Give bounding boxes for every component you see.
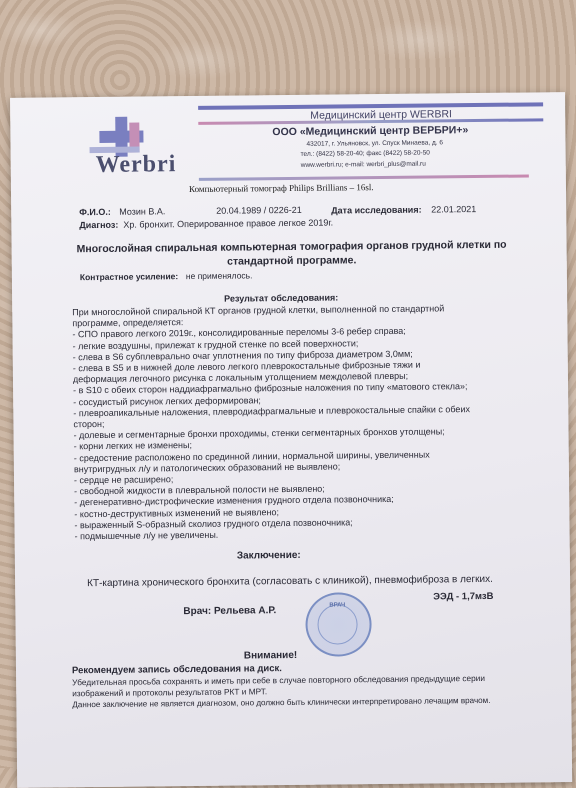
date-of-birth: 20.04.1989 / 0226-21 [216,204,302,216]
web-email: www.werbri.ru; e-mail: werbri_plus@mail.ru [300,160,426,169]
study-date-label: Дата исследования: [331,204,422,216]
finding-line: - легкие воздушны, прилежат к грудной стенке по всей поверхности; [72,337,359,351]
findings-list [72,302,544,542]
footer-line-2: изображений и протоколы результатов РКТ и МРТ. [72,686,268,699]
conclusion-text: КТ-картина хронического бронхита (согласовать с клиникой), пневмофиброза в легких. [87,573,493,590]
attention-heading: Внимание! [243,649,298,662]
doctor-signature: Врач: Рельева А.Р. [183,605,277,618]
finding-line: - сосудистый рисунок легких деформирован; [73,394,261,407]
clinic-stamp-icon [305,592,372,657]
footer-line-1: Убедительная просьба сохранять и иметь при себе в случае повторного обследования предыдущие серии [72,672,486,688]
address: 432017, г. Ульяновск, ул. Спуск Минаева, д. 6 [306,139,444,148]
finding-line: внутригрудных л/у и патологических образований не выявлено; [73,461,341,475]
finding-line: - слева в S6 субплеврально очаг уплотнения по типу фиброза диаметром 3,0мм; [72,348,413,363]
effective-dose: ЭЭД - 1,7мзВ [433,590,494,603]
scanner-model: Компьютерный томограф Philips Brillians – 16sl. [188,182,374,195]
org-name: ООО «Медицинский центр ВЕРБРИ+» [272,124,469,139]
finding-line: - плевроапикальные наложения, плевродиафрагмальные и плеврокостальные спайки с обеих [73,403,470,419]
finding-line: - дегенеративно-дистрофические изменения грудного отдела позвоночника; [74,494,394,508]
disk-recommendation: Рекомендуем запись обследования на диск. [71,663,282,677]
finding-line: программе, определяется: [72,317,184,329]
diagnosis-label: Диагноз: [79,219,119,231]
finding-line: - выраженный S-образный сколиоз грудного отдела позвоночника; [74,517,353,531]
center-name: Медицинский центр WERBRI [310,108,453,122]
finding-line: - корни легких не изменены; [73,440,193,452]
fio-value: Мозин В.А. [119,206,166,217]
result-heading: Результат обследования: [224,292,339,304]
finding-line: - костно-деструктивных изменений не выявлено; [74,506,280,519]
finding-line: - в S10 с обеих сторон наддиафрагмально фиброзные наложения по типу «матового стекла»; [73,381,468,396]
study-date-value: 22.01.2021 [431,204,477,215]
conclusion-heading: Заключение: [236,549,301,562]
finding-line: деформация легочного рисунка с локальным утолщением междолевой плевры; [72,370,409,385]
logo-text: Werbri [95,151,177,179]
finding-line: - средостение расположено по срединной линии, нормальной ширины, увеличенных [73,449,430,463]
finding-line: - свободной жидкости в плевральной полости не выявлено; [74,483,325,497]
footer-disclaimer: Данное заключение не является диагнозом, оно должно быть клинически интерпретировано лечащим врачом. [72,695,491,710]
finding-line: - слева в S5 и в нижней доле левого легкого плеврокостальные фиброзные тяжи и [72,359,421,374]
finding-line: При многослойной спиральной КТ органов грудной клетки, выполненной по стандартной [72,303,445,318]
phones: тел.: (8422) 58-20-40; факс (8422) 58-20-50 [300,149,430,158]
medical-report-sheet [10,92,572,788]
stamp-text: ВРАЧ [329,602,346,609]
diagnosis-value: Хр. бронхит. Оперированное правое легкое 2019г. [123,217,334,230]
stamp-inner-ring [317,604,357,644]
finding-line: сторон; [73,418,105,430]
finding-line: - долевые и сегментарные бронхи проходимы, стенки сегментарных бронхов утолщены; [73,426,445,441]
finding-line: - сердце не расширено; [73,474,174,486]
header-band-bottom [199,174,529,180]
study-title: Многослойная спиральная компьютерная томография органов грудной клетки по стандартной программе. [76,238,507,268]
contrast-label: Контрастное усиление: [79,271,179,283]
contrast-value: не применялось. [185,270,253,282]
fio-label: Ф.И.О.: [79,206,111,218]
finding-line: - подмышечные л/у не увеличены. [74,529,219,542]
finding-line: - СПО правого легкого 2019г., консолидированные переломы 3-6 ребер справа; [72,326,406,340]
